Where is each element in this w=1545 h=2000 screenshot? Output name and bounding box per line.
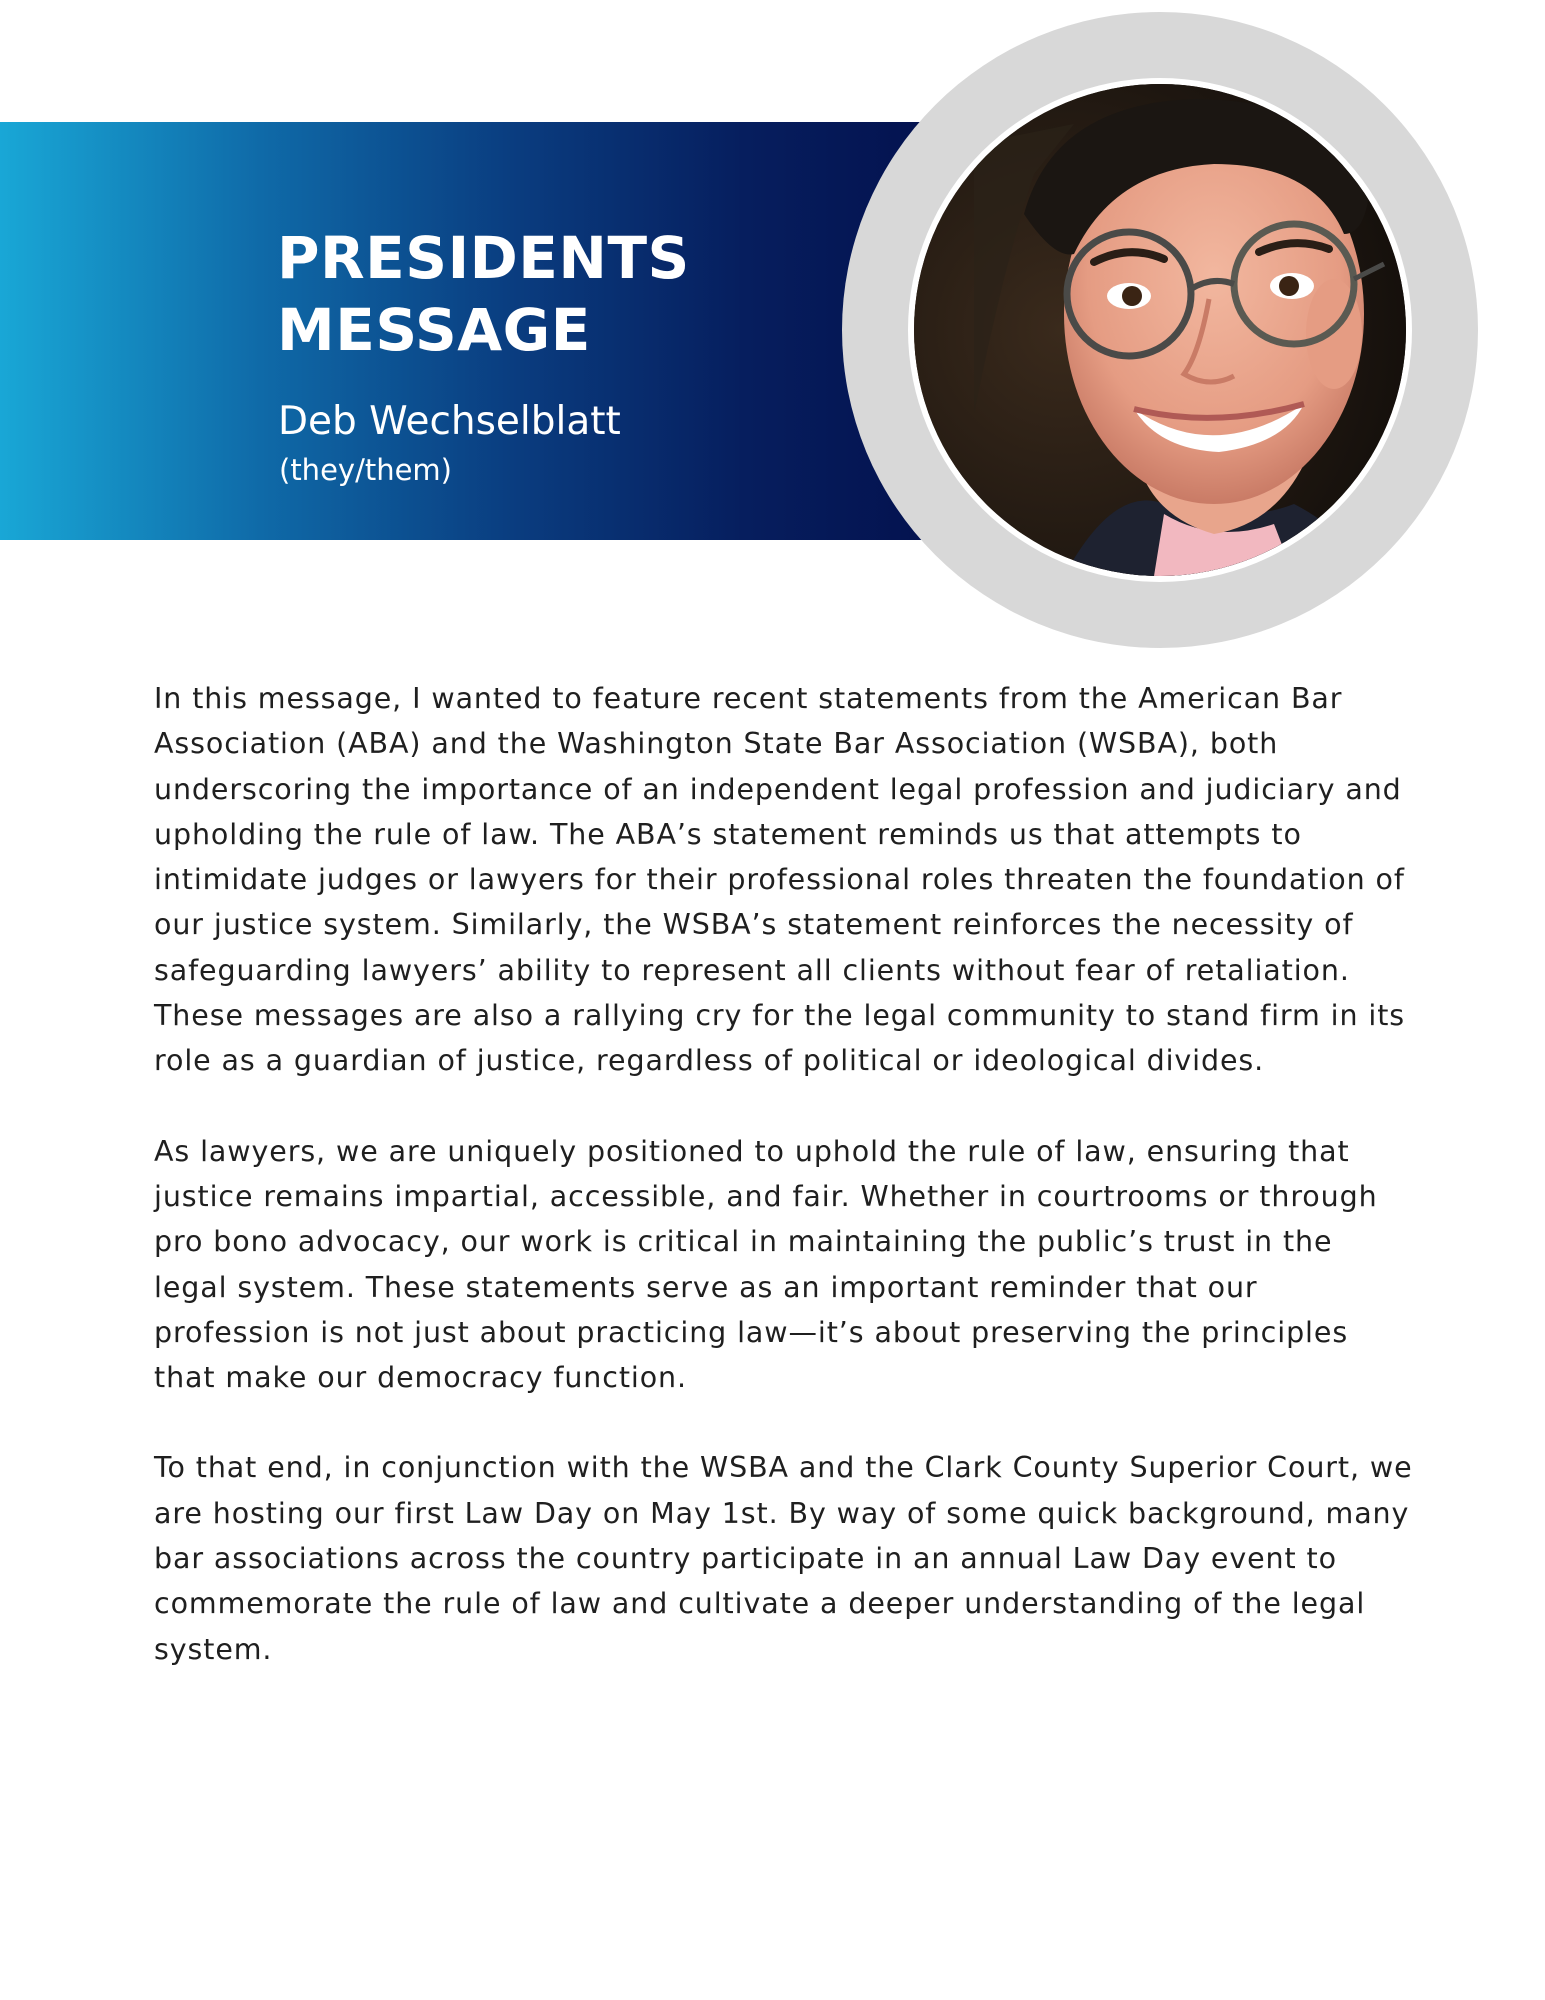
author-pronouns: (they/them) xyxy=(279,453,452,487)
title-line-1: PRESIDENTS xyxy=(277,224,690,292)
author-portrait xyxy=(914,84,1406,576)
message-body xyxy=(154,676,1414,1672)
paragraph-1: In this message, I wanted to feature recent statements from the American Bar Association (ABA) and the Washington State Bar Association (WSBA), both underscoring the importance of an independent legal profession and judiciary and upholding the rule of law. The ABA’s statement reminds us that attempts to intimidate judges or lawyers for their professional roles threaten the foundation of our justice system. Similarly, the WSBA’s statement reinforces the necessity of safeguarding lawyers’ ability to represent all clients without fear of retaliation. These messages are also a rallying cry for the legal community to stand firm in its role as a guardian of justice, regardless of political or ideological divides. xyxy=(154,682,1406,1078)
title-line-2: MESSAGE xyxy=(277,296,591,364)
author-name: Deb Wechselblatt xyxy=(278,399,621,444)
paragraph-3: To that end, in conjunction with the WSBA and the Clark County Superior Court, we are hosting our first Law Day on May 1st. By way of some quick background, many bar associations across the country participate in an annual Law Day event to commemorate the rule of law and cultivate a deeper understanding of the legal system. xyxy=(154,1451,1413,1666)
paragraph-2: As lawyers, we are uniquely positioned to uphold the rule of law, ensuring that justice remains impartial, accessible, and fair. Whether in courtrooms or through pro bono advocacy, our work is critical in maintaining the public’s trust in the legal system. These statements serve as an important reminder that our profession is not just about practicing law—it’s about preserving the principles that make our democracy function. xyxy=(154,1134,1378,1395)
page-title xyxy=(277,222,797,366)
